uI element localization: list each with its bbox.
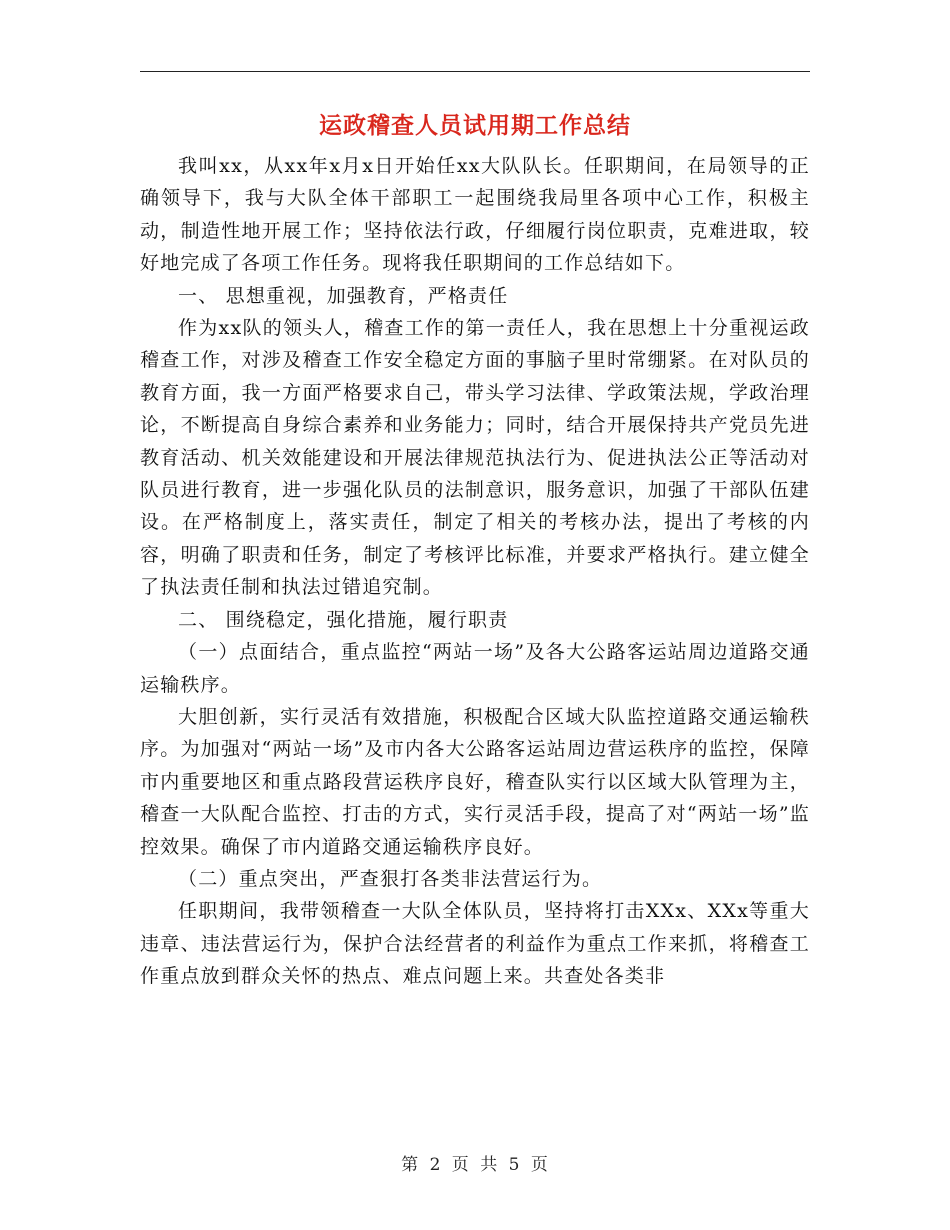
current-page-number: 2 bbox=[429, 1155, 442, 1175]
page-footer bbox=[0, 1153, 950, 1177]
document-body bbox=[140, 150, 810, 993]
section-heading-1: 一、 思想重视，加强教育，严格责任 bbox=[178, 284, 509, 307]
subsection-heading-2: （二）重点突出，严查狠打各类非法营运行为。 bbox=[178, 867, 603, 890]
subsection-1-paragraph: 大胆创新，实行灵活有效措施，积极配合区域大队监控道路交通运输秩序。为加强对“两站一场”及市内各大公路客运站周边营运秩序的监控，保障市内重要地区和重点路段营运秩序良好，稽查队实行以区域大队管理为主，稽查一大队配合监控、打击的方式，实行灵活手段，提高了对“两站一场”监控效果。确保了市内道路交通运输秩序良好。 bbox=[140, 705, 810, 858]
document-title: 运政稽查人员试用期工作总结 bbox=[319, 112, 631, 139]
footer-page-word: 页 bbox=[451, 1155, 470, 1175]
subsection-2-paragraph: 任职期间，我带领稽查一大队全体队员，坚持将打击XXx、XXx等重大违章、违法营运行为，保护合法经营者的利益作为重点工作来抓，将稽查工作重点放到群众关怀的热点、难点问题上来。共查处各类非 bbox=[140, 900, 810, 988]
footer-suffix: 页 bbox=[530, 1155, 549, 1175]
footer-prefix: 第 bbox=[401, 1155, 420, 1175]
subsection-heading-1: （一）点面结合，重点监控“两站一场”及各大公路客运站周边道路交通运输秩序。 bbox=[140, 641, 810, 696]
total-pages-number: 5 bbox=[508, 1155, 521, 1175]
section-heading-2: 二、 围绕稳定，强化措施，履行职责 bbox=[178, 608, 509, 631]
header-rule bbox=[140, 71, 810, 72]
footer-total-word: 共 bbox=[480, 1155, 499, 1175]
section-1-paragraph: 作为xx队的领头人，稽查工作的第一责任人，我在思想上十分重视运政稽查工作，对涉及稽查工作安全稳定方面的事脑子里时常绷紧。在对队员的教育方面，我一方面严格要求自己，带头学习法律、学政策法规，学政治理论，不断提高自身综合素养和业务能力；同时，结合开展保持共产党员先进教育活动、机关效能建设和开展法律规范执法行为、促进执法公正等活动对队员进行教育，进一步强化队员的法制意识，服务意识，加强了干部队伍建设。在严格制度上，落实责任，制定了相关的考核办法，提出了考核的内容，明确了职责和任务，制定了考核评比标准，并要求严格执行。建立健全了执法责任制和执法过错追究制。 bbox=[140, 317, 810, 599]
intro-paragraph: 我叫xx，从xx年x月x日开始任xx大队队长。任职期间，在局领导的正确领导下，我与大队全体干部职工一起围绕我局里各项中心工作，积极主动，制造性地开展工作；坚持依法行政，仔细履行岗位职责，克难进取，较好地完成了各项工作任务。现将我任职期间的工作总结如下。 bbox=[140, 155, 810, 275]
